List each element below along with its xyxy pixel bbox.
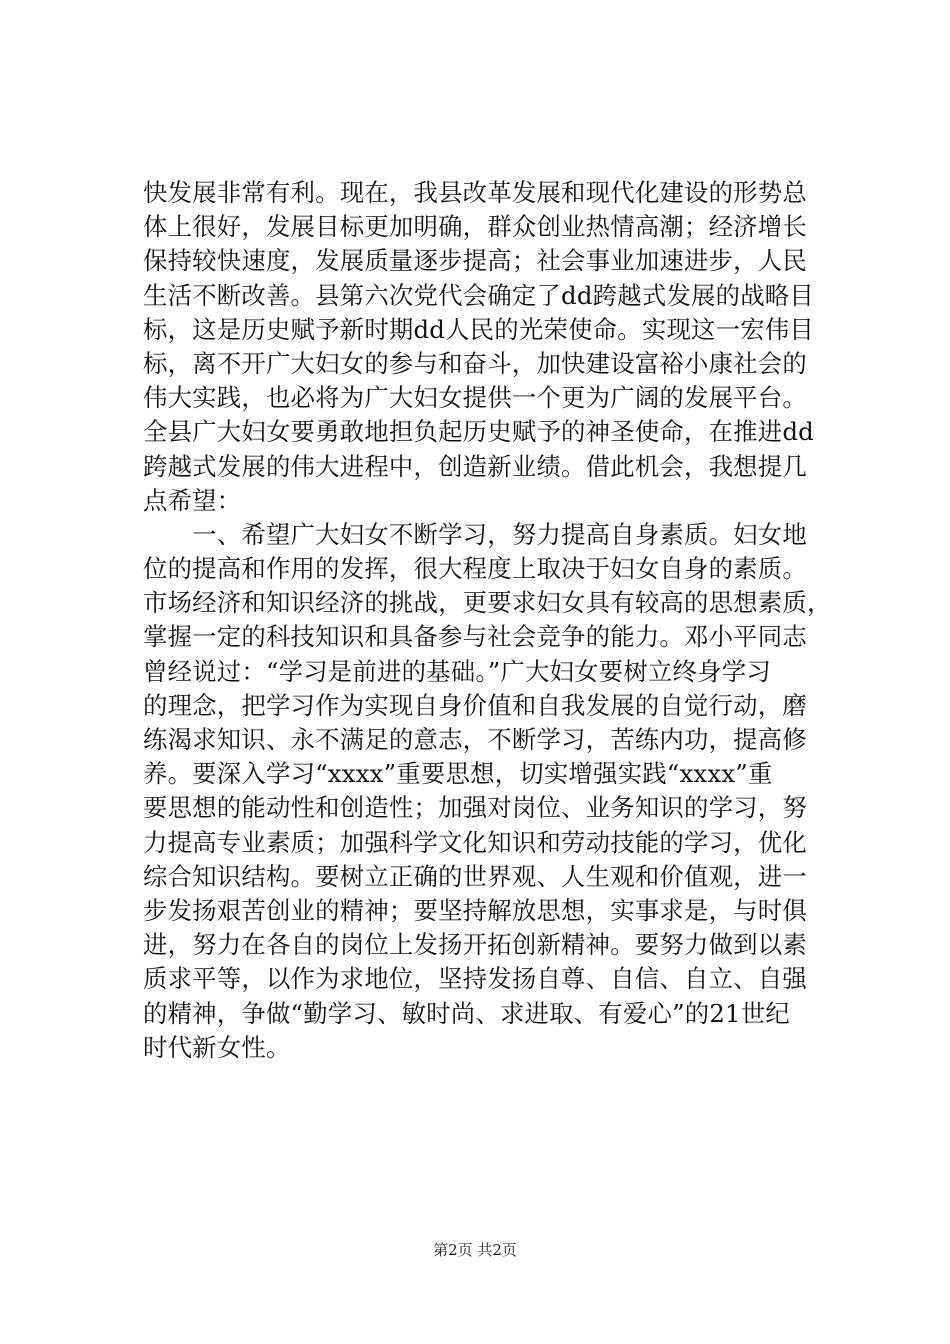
- text-line: 质求平等，以作为求地位，坚持发扬自尊、自信、自立、自强: [143, 964, 807, 994]
- text-line: 综合知识结构。要树立正确的世界观、人生观和价值观，进一: [143, 861, 807, 891]
- text-line: 全县广大妇女要勇敢地担负起历史赋予的神圣使命，在推进dd: [143, 417, 814, 447]
- text-line: 曾经说过：“学习是前进的基础。”广大妇女要树立终身学习: [143, 656, 771, 686]
- text-line: 力提高专业素质；加强科学文化知识和劳动技能的学习，优化: [143, 827, 807, 857]
- text-line: 生活不断改善。县第六次党代会确定了dd跨越式发展的战略目: [143, 280, 814, 310]
- text-line: 标，这是历史赋予新时期dd人民的光荣使命。实现这一宏伟目: [143, 314, 814, 344]
- text-line: 进，努力在各自的岗位上发扬开拓创新精神。要努力做到以素: [143, 930, 807, 960]
- text-line: 养。要深入学习“xxxx”重要思想，切实增强实践“xxxx”重: [143, 759, 773, 789]
- text-line: 市场经济和知识经济的挑战，更要求妇女具有较高的思想素质，: [143, 588, 832, 618]
- text-line: 位的提高和作用的发挥，很大程度上取决于妇女自身的素质。: [143, 554, 807, 584]
- text-line: 掌握一定的科技知识和具备参与社会竞争的能力。邓小平同志: [143, 622, 807, 652]
- text-line: 练渴求知识、永不满足的意志，不断学习，苦练内功，提高修: [143, 725, 807, 754]
- page-footer: [0, 1240, 950, 1260]
- text-line: 标，离不开广大妇女的参与和奋斗，加快建设富裕小康社会的: [143, 348, 807, 378]
- text-line: 体上很好，发展目标更加明确，群众创业热情高潮；经济增长: [143, 212, 807, 242]
- body-text: [143, 176, 833, 1065]
- text-line: 快发展非常有利。现在，我县改革发展和现代化建设的形势总: [143, 178, 807, 207]
- text-line: 伟大实践，也必将为广大妇女提供一个更为广阔的发展平台。: [143, 383, 807, 413]
- text-line: 的理念，把学习作为实现自身价值和自我发展的自觉行动，磨: [143, 690, 807, 720]
- paragraph-start-line: 一、希望广大妇女不断学习，努力提高自身素质。妇女地: [143, 519, 807, 549]
- text-line: 步发扬艰苦创业的精神；要坚持解放思想，实事求是，与时俱: [143, 895, 807, 925]
- text-line: 保持较快速度，发展质量逐步提高；社会事业加速进步，人民: [143, 246, 807, 276]
- text-line: 跨越式发展的伟大进程中，创造新业绩。借此机会，我想提几: [143, 451, 807, 481]
- text-line: 的精神，争做“勤学习、敏时尚、求进取、有爱心”的21世纪: [143, 998, 790, 1028]
- text-line: 点希望：: [143, 485, 242, 515]
- page-number-label: 第2页 共2页: [433, 1241, 517, 1259]
- text-line: 要思想的能动性和创造性；加强对岗位、业务知识的学习，努: [143, 793, 807, 823]
- text-line: 时代新女性。: [143, 1032, 291, 1062]
